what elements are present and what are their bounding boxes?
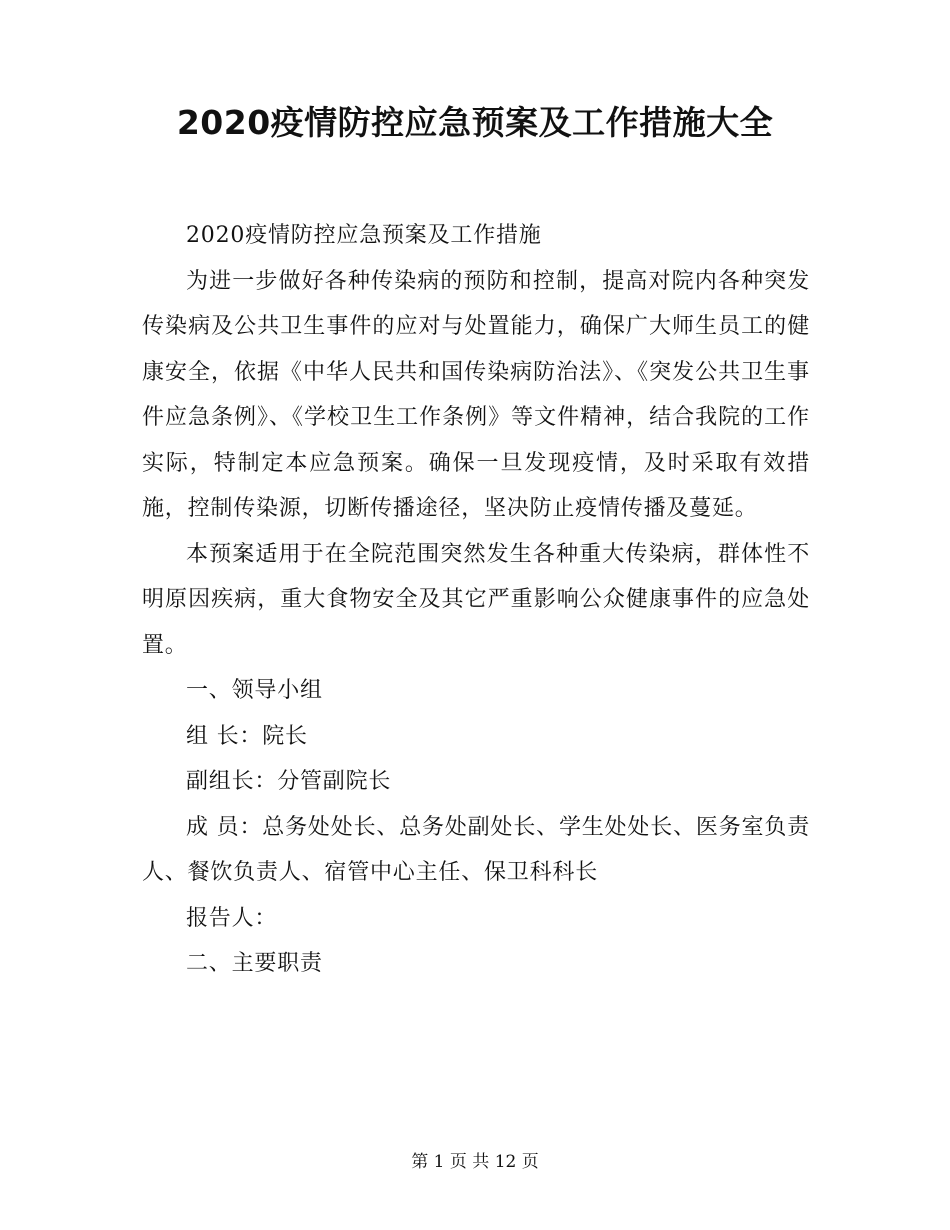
paragraph-members: 成 员：总务处处长、总务处副处长、学生处处长、医务室负责人、餐饮负责人、宿管中心主任、保卫科科长: [142, 814, 810, 885]
document-title: 2020疫情防控应急预案及工作措施大全: [176, 103, 774, 142]
section-heading-main-duties: 二、主要职责: [186, 951, 323, 976]
paragraph-reporter: 报告人：: [186, 905, 278, 931]
paragraph-scope: 本预案适用于在全院范围突然发生各种重大传染病，群体性不明原因疾病，重大食物安全及其它严重影响公众健康事件的应急处置。: [142, 541, 810, 658]
paragraph-purpose: 为进一步做好各种传染病的预防和控制，提高对院内各种突发传染病及公共卫生事件的应对与处置能力，确保广大师生员工的健康安全，依据《中华人民共和国传染病防治法》、《突发公共卫生事件应急条例》、《学校卫生工作条例》等文件精神，结合我院的工作实际，特制定本应急预案。确保一旦发现疫情，及时采取有效措施，控制传染源，切断传播途径，坚决防止疫情传播及蔓延。: [142, 268, 810, 521]
paragraph-deputy-leader: 副组长：分管副院长: [186, 769, 392, 794]
paragraph-group-leader: 组 长：院长: [186, 723, 308, 749]
section-heading-leadership-group: 一、领导小组: [186, 678, 323, 703]
document-body: [142, 213, 810, 987]
paragraph-subtitle: 2020疫情防控应急预案及工作措施: [186, 223, 542, 248]
page-number-footer: 第 1 页 共 12 页: [411, 1152, 539, 1172]
